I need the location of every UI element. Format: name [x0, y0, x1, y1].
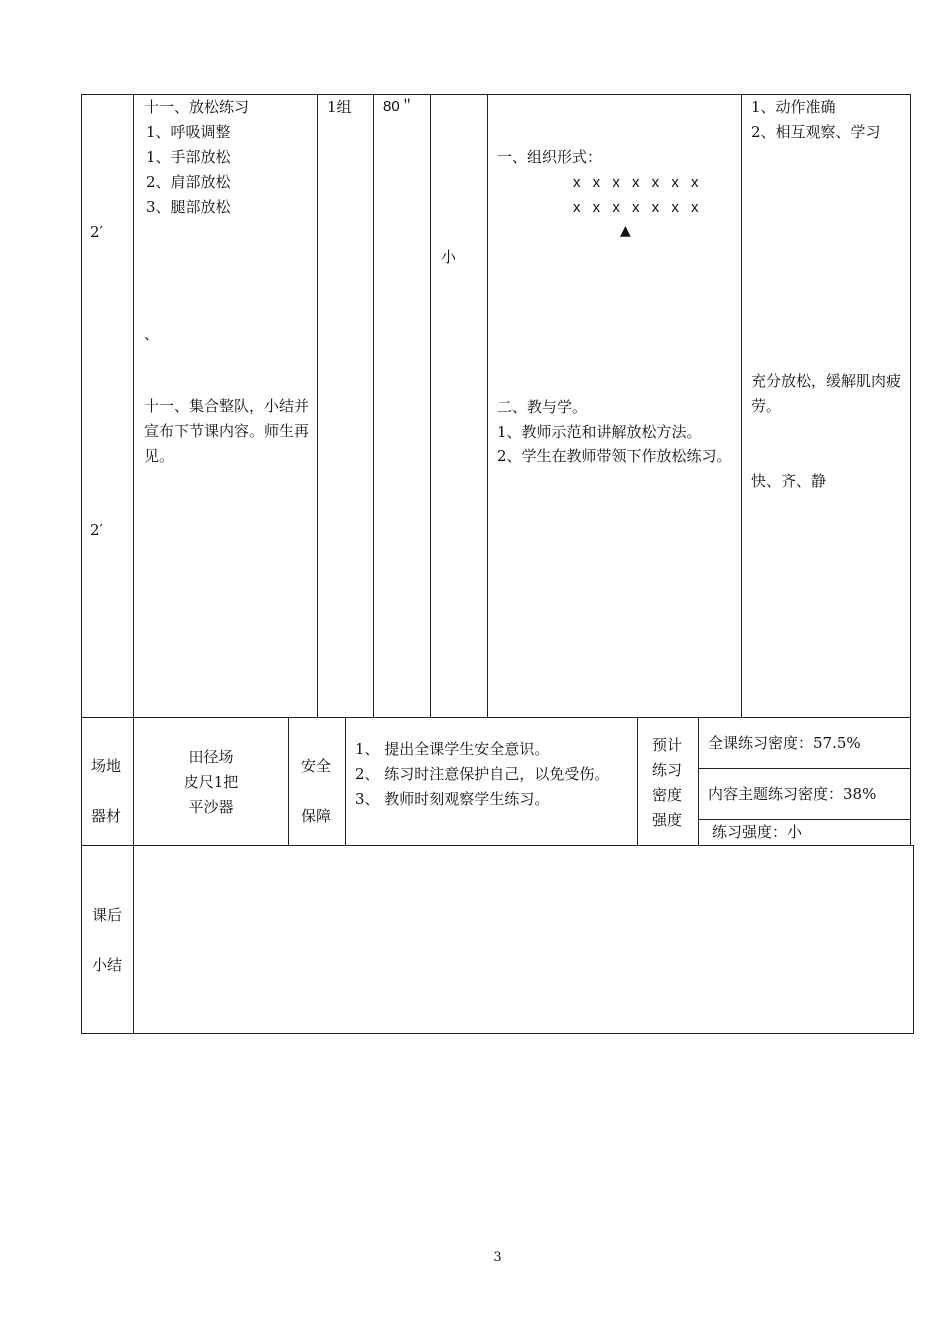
- requirement-1: 1、动作准确: [751, 98, 836, 116]
- density-topic: 内容主题练习密度：38%: [708, 785, 877, 803]
- formation-title: 一、组织形式：: [497, 148, 603, 166]
- closing-text: 十一、集合整队，小结并宣布下节课内容。师生再见。: [144, 397, 310, 465]
- exercise-strength: 练习强度：小: [712, 823, 803, 841]
- content-item: 2、肩部放松: [146, 173, 231, 191]
- requirement-2: 2、相互观察、学习: [751, 123, 881, 141]
- requirement-3: 充分放松，缓解肌肉疲劳。: [751, 372, 902, 415]
- teach-title: 二、教与学。: [497, 398, 588, 416]
- intensity-value: 小: [441, 248, 457, 266]
- teach-item-1: 1、教师示范和讲解放松方法。: [497, 423, 702, 441]
- stray-mark: 、: [144, 325, 160, 343]
- teacher-marker-icon: ▲: [620, 223, 631, 239]
- page-number: 3: [493, 1250, 502, 1265]
- content-item: 1、手部放松: [146, 148, 231, 166]
- content-item: 1、呼吸调整: [146, 123, 231, 141]
- content-item: 3、腿部放松: [146, 198, 231, 216]
- formation-row-2: x x x x x x x: [573, 199, 703, 216]
- groups-value: 1组: [327, 98, 352, 116]
- formation-row-1: x x x x x x x: [573, 174, 703, 191]
- requirement-4: 快、齐、静: [751, 472, 827, 490]
- teach-item-2: 2、学生在教师带领下作放松练习。: [497, 447, 732, 465]
- duration-value: 80＂: [383, 98, 415, 115]
- time-allocation-2: 2′: [90, 521, 103, 539]
- density-total: 全课练习密度：57.5%: [708, 734, 861, 752]
- content-title: 十一、放松练习: [144, 98, 250, 116]
- summary-content[interactable]: [134, 846, 913, 1033]
- time-allocation-1: 2′: [90, 223, 103, 241]
